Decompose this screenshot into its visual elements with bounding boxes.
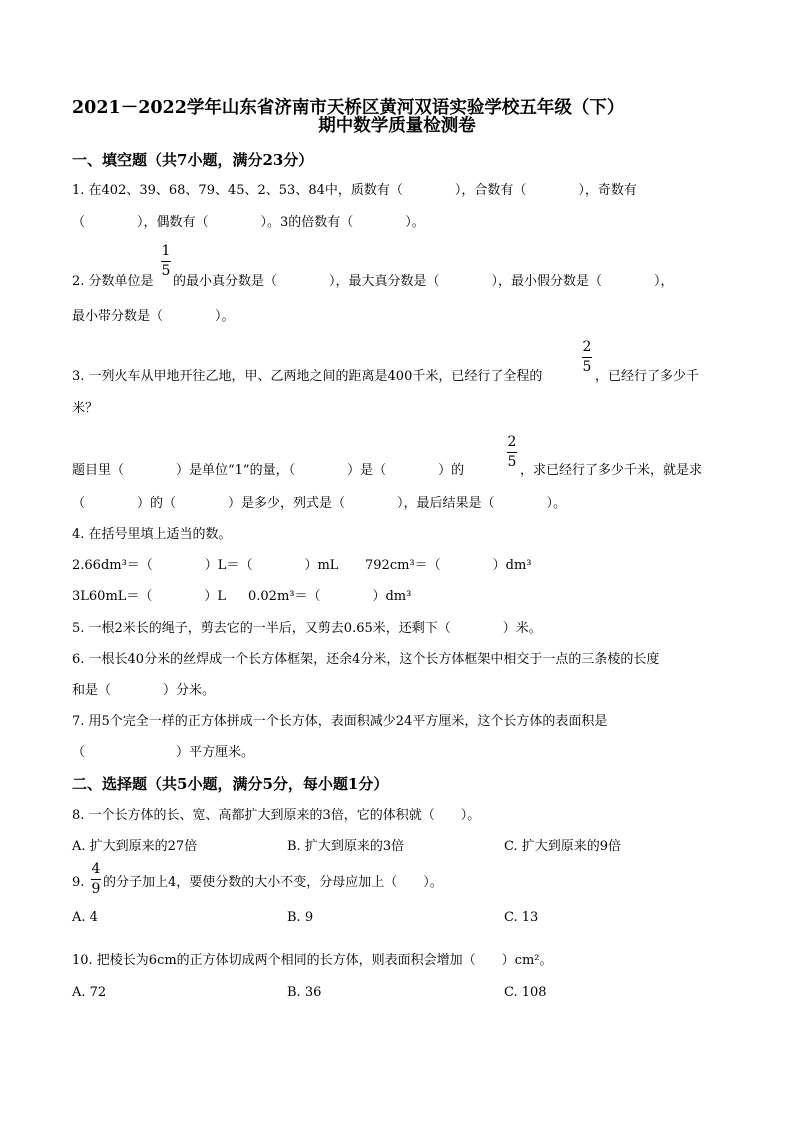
question-2-line-1: 的最小真分数是（ ），最大真分数是（ ），最小假分数是（ ）， xyxy=(173,274,674,289)
fraction-denominator: 9 xyxy=(91,881,101,897)
question-3-sub-suffix: ，求已经行了多少千米，就是求 xyxy=(520,463,703,478)
fraction-numerator: 4 xyxy=(91,861,101,877)
question-3-suffix: ，已经行了多少千 xyxy=(595,369,700,384)
question-7-line-2: （ ）平方厘米。 xyxy=(72,745,255,760)
question-10: 10. 把棱长为6cm的正方体切成两个相同的长方体，则表面积会增加（ ）cm²。 xyxy=(72,953,553,968)
question-9-option-c: C. 13 xyxy=(504,910,539,925)
fraction-denominator: 5 xyxy=(582,359,592,375)
fraction-bar xyxy=(582,357,592,358)
fraction-bar xyxy=(91,879,101,880)
question-3-prefix: 3. 一列火车从甲地开往乙地，甲、乙两地之间的距离是400千米，已经行了全程的 xyxy=(72,369,543,384)
question-8-option-a: A. 扩大到原来的27倍 xyxy=(72,839,198,854)
question-9-option-a: A. 4 xyxy=(72,910,98,925)
question-6-line-1: 6. 一根长40分米的丝焊成一个长方体框架，还余4分米，这个长方体框架中相交于一点的三条棱的长度 xyxy=(72,652,660,667)
question-10-option-c: C. 108 xyxy=(504,985,547,1000)
fraction-numerator: 1 xyxy=(161,243,171,259)
question-10-option-a: A. 72 xyxy=(72,985,107,1000)
question-7-line-1: 7. 用5个完全一样的正方体拼成一个长方体，表面积减少24平方厘米，这个长方体的表面积是 xyxy=(72,714,608,729)
fraction-bar xyxy=(161,261,171,262)
question-9-number: 9. xyxy=(72,875,85,890)
question-4-row-1b: 792cm³＝（ ）dm³ xyxy=(365,558,532,573)
question-10-option-b: B. 36 xyxy=(287,985,322,1000)
question-4-row-1a: 2.66dm³＝（ ）L＝（ ）mL xyxy=(72,558,339,573)
question-4-row-2b: 0.02m³＝（ ）dm³ xyxy=(248,589,412,604)
fraction-numerator: 2 xyxy=(582,339,592,355)
question-9: 的分子加上4，要使分数的大小不变，分母应加上（ ）。 xyxy=(103,875,443,890)
question-1-line-1: 1. 在402、39、68、79、45、2、53、84中，质数有（ ），合数有（ ），奇数有 xyxy=(72,183,637,198)
question-9-fraction xyxy=(91,862,101,897)
paper-subtitle: 期中数学质量检测卷 xyxy=(318,116,476,136)
question-3-sub-fraction xyxy=(507,435,517,470)
question-4-row-2a: 3L60mL＝（ ）L xyxy=(72,589,227,604)
question-3-fraction xyxy=(582,340,592,375)
fraction-numerator: 2 xyxy=(507,434,517,450)
question-1-line-2: （ ），偶数有（ ）。3的倍数有（ ）。 xyxy=(72,215,425,230)
question-3-sub-line-2: （ ）的（ ）是多少，列式是（ ），最后结果是（ ）。 xyxy=(72,496,567,511)
question-6-line-2: 和是（ ）分米。 xyxy=(72,683,216,698)
question-8-option-c: C. 扩大到原来的9倍 xyxy=(504,839,622,854)
paper-title: 2021－2022学年山东省济南市天桥区黄河双语实验学校五年级（下） xyxy=(72,98,625,118)
section-1-heading: 一、填空题（共7小题，满分23分） xyxy=(72,151,314,169)
question-4-heading: 4. 在括号里填上适当的数。 xyxy=(72,527,232,542)
fraction-denominator: 5 xyxy=(161,263,171,279)
question-2-line-2: 最小带分数是（ ）。 xyxy=(72,309,235,324)
section-2-heading: 二、选择题（共5小题，满分5分，每小题1分） xyxy=(72,775,389,793)
question-5: 5. 一根2米长的绳子，剪去它的一半后，又剪去0.65米，还剩下（ ）米。 xyxy=(72,621,542,636)
question-3-sub-prefix: 题目里（ ）是单位“1”的量，（ ）是（ ）的 xyxy=(72,463,465,478)
question-9-option-b: B. 9 xyxy=(287,910,314,925)
question-8-option-b: B. 扩大到原来的3倍 xyxy=(287,839,405,854)
question-3-line-2: 米？ xyxy=(72,401,99,416)
question-2-prefix: 2. 分数单位是 xyxy=(72,274,154,289)
fraction-denominator: 5 xyxy=(507,454,517,470)
fraction-bar xyxy=(507,452,517,453)
question-2-fraction xyxy=(161,244,171,279)
question-8: 8. 一个长方体的长、宽、高都扩大到原来的3倍，它的体积就（ ）。 xyxy=(72,808,481,823)
